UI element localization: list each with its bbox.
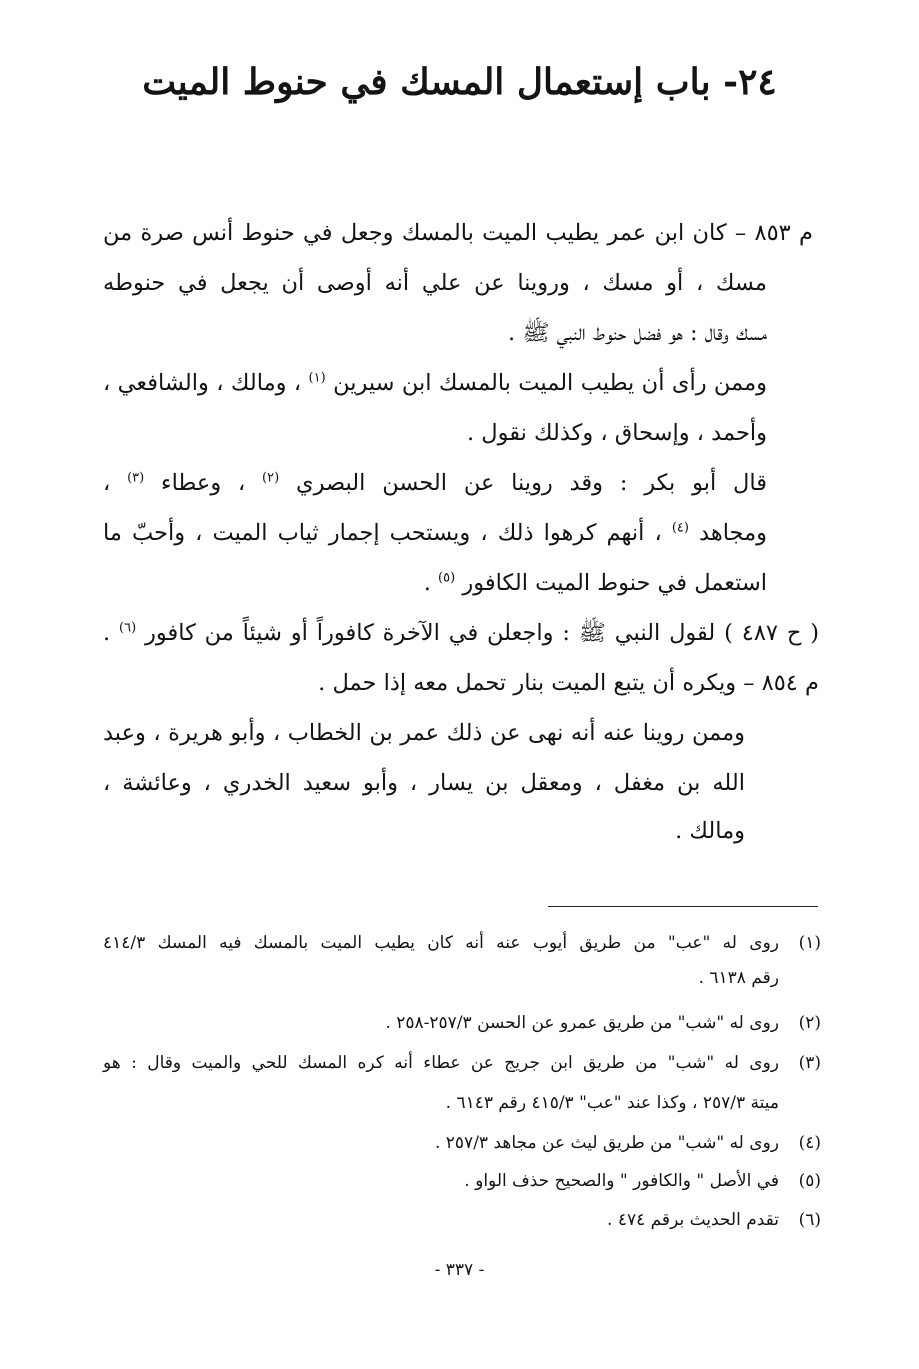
footnote-number: (٥) xyxy=(798,1171,821,1191)
footnote-number: (١) xyxy=(798,933,821,953)
footnote-line: روى له "عب" من طريق أيوب عنه أنه كان يطيب الميت بالمسك فيه المسك ٤١٤/٣ xyxy=(103,933,779,953)
body-line: ومالك . xyxy=(675,818,745,844)
body-line: استعمل في حنوط الميت الكافور $^{(٥)}$ . xyxy=(423,570,767,596)
footnote-line: في الأصل " والكافور " والصحيح حذف الواو . xyxy=(464,1171,779,1191)
footnote-line: ميتة ٢٥٧/٣ ، وكذا عند "عب" ٤١٥/٣ رقم ٦١٤٣ . xyxy=(445,1093,779,1113)
footnote-separator xyxy=(548,906,818,907)
footnote-line: تقدم الحديث برقم ٤٧٤ . xyxy=(607,1210,779,1230)
footnote-line: روى له "شب" من طريق ليث عن مجاهد ٢٥٧/٣ . xyxy=(434,1133,779,1153)
body-line: ومجاهد $^{(٤)}$ ، أنهم كرهوا ذلك ، ويستحب إجمار ثياب الميت ، وأحبّ ما xyxy=(103,520,767,546)
body-line: قال أبو بكر : وقد روينا عن الحسن البصري $^{(٢)}$ ، وعطاء $^{(٣)}$ ، xyxy=(103,470,767,496)
footnote-line: رقم ٦١٣٨ . xyxy=(698,968,779,988)
body-line: م ٨٥٤ – ويكره أن يتبع الميت بنار تحمل معه إذا حمل . xyxy=(318,670,819,696)
footnote-line: روى له "شب" من طريق عمرو عن الحسن ٢٥٧/٣-٢٥٨ . xyxy=(385,1013,779,1033)
footnote-number: (٦) xyxy=(798,1210,821,1230)
chapter-title: ٢٤- باب إستعمال المسك في حنوط الميت xyxy=(142,61,777,103)
body-line: مسك وقال : هو فضل حنوط النبي ﷺ . xyxy=(508,320,767,346)
footnote-number: (٣) xyxy=(798,1053,821,1073)
footnote-number: (٤) xyxy=(798,1133,821,1153)
page-number: - ٣٣٧ - xyxy=(434,1260,485,1280)
body-line: وأحمد ، وإسحاق ، وكذلك نقول . xyxy=(466,420,767,446)
body-line: مسك ، أو مسك ، وروينا عن علي أنه أوصى أن يجعل في حنوطه xyxy=(103,270,767,296)
body-line: ( ح ٤٨٧ ) لقول النبي ﷺ : واجعلن في الآخرة كافوراً أو شيئاً من كافور $^{(٦)}$ . xyxy=(103,620,820,646)
body-line: الله بن مغفل ، ومعقل بن يسار ، وأبو سعيد الخدري ، وعائشة ، xyxy=(103,770,745,796)
body-line: وممن رأى أن يطيب الميت بالمسك ابن سيرين $^{(١)}$ ، ومالك ، والشافعي ، xyxy=(103,370,767,396)
body-line: وممن روينا عنه أنه نهى عن ذلك عمر بن الخطاب ، وأبو هريرة ، وعبد xyxy=(103,720,745,746)
footnote-number: (٢) xyxy=(798,1013,821,1033)
footnote-line: روى له "شب" من طريق ابن جريج عن عطاء أنه كره المسك للحي والميت وقال : هو xyxy=(103,1053,779,1073)
body-line: م ٨٥٣ – كان ابن عمر يطيب الميت بالمسك وجعل في حنوط أنس صرة من xyxy=(103,220,813,246)
